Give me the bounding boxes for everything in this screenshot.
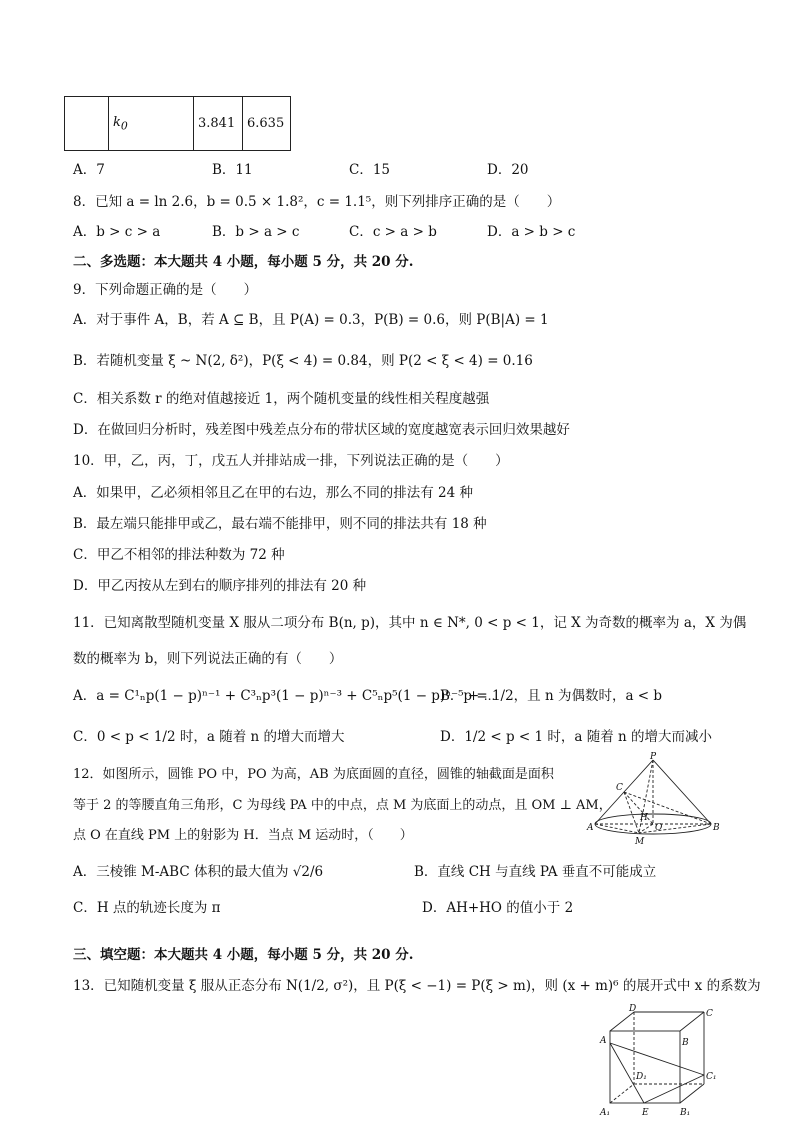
table-cell-6635: 6.635 [243, 97, 291, 151]
cube-label-d: D [629, 1004, 637, 1014]
cone-label-b: B [713, 823, 720, 833]
q11-stem-line1: 11．已知离散型随机变量 X 服从二项分布 B(n, p)，其中 n ∈ N*, 0 < p < 1，记 X 为奇数的概率为 a，X 为偶 [73, 615, 747, 631]
table-cell-k0 [109, 97, 194, 151]
cube-label-c: C [706, 1009, 713, 1019]
table-row [65, 97, 291, 151]
q13-stem: 13．已知随机变量 ξ 服从正态分布 N(1/2, σ²)，且 P(ξ < −1) = P(ξ > m)，则 (x + m)⁶ 的展开式中 x 的系数为 [73, 978, 761, 994]
q10-option-a: A．如果甲，乙必须相邻且乙在甲的右边，那么不同的排法有 24 种 [73, 485, 474, 501]
q9-stem: 9．下列命题正确的是（ ） [73, 282, 258, 298]
q10-stem: 10．甲，乙，丙，丁，戊五人并排站成一排，下列说法正确的是（ ） [73, 453, 509, 469]
k0-sub: 0 [120, 119, 128, 133]
q7-option-b: B．11 [212, 162, 253, 178]
cone-label-o: O [655, 823, 663, 833]
cone-label-m: M [635, 837, 645, 847]
cone-label-h: H [640, 813, 648, 823]
cube-figure [596, 1003, 724, 1120]
cone-figure [585, 752, 735, 852]
section-3-heading: 三、填空题：本大题共 4 小题，每小题 5 分，共 20 分. [73, 947, 414, 963]
k0-label: k [113, 114, 121, 130]
q9-option-c: C．相关系数 r 的绝对值越接近 1，两个随机变量的线性相关程度越强 [73, 391, 490, 407]
q12-option-a: A．三棱锥 M-ABC 体积的最大值为 √2/6 [73, 864, 324, 880]
q10-option-d: D．甲乙丙按从左到右的顺序排列的排法有 20 种 [73, 578, 367, 594]
q8-option-b: B．b > a > c [212, 224, 300, 240]
cube-label-b: B [682, 1038, 689, 1048]
q8-option-c: C．c > a > b [349, 224, 437, 240]
critical-value-table [64, 96, 291, 151]
q12-stem-line1: 12．如图所示，圆锥 PO 中，PO 为高，AB 为底面圆的直径，圆锥的轴截面是面积 [73, 767, 554, 782]
cube-label-c1: C₁ [706, 1072, 717, 1082]
q11-stem-line2: 数的概率为 b，则下列说法正确的有（ ） [73, 651, 343, 667]
q10-option-b: B．最左端只能排甲或乙，最右端不能排甲，则不同的排法共有 18 种 [73, 516, 487, 532]
cone-label-c: C [616, 783, 623, 793]
cone-label-p: P [650, 752, 657, 762]
q9-option-b: B．若随机变量 ξ ~ N(2, δ²)，P(ξ < 4) = 0.84，则 P(2 < ξ < 4) = 0.16 [73, 353, 533, 369]
q12-option-d: D．AH+HO 的值小于 2 [422, 900, 574, 916]
cube-label-a: A [600, 1036, 607, 1046]
cube-label-e: E [642, 1108, 649, 1118]
q7-option-a: A．7 [73, 162, 105, 178]
table-cell-3841: 3.841 [194, 97, 243, 151]
cube-label-b1: B₁ [680, 1108, 691, 1118]
q10-option-c: C．甲乙不相邻的排法种数为 72 种 [73, 547, 285, 563]
cube-label-a1: A₁ [600, 1108, 611, 1118]
q11-option-b: B．p = 1/2，且 n 为偶数时，a < b [440, 688, 663, 704]
q7-option-d: D．20 [487, 162, 529, 178]
q8-stem: 8．已知 a = ln 2.6，b = 0.5 × 1.8²，c = 1.1⁵，则下列排序正确的是（ ） [73, 194, 561, 210]
q9-option-a: A．对于事件 A，B，若 A ⊆ B，且 P(A) = 0.3，P(B) = 0.6，则 P(B|A) = 1 [73, 312, 549, 328]
q12-option-c: C．H 点的轨迹长度为 π [73, 900, 221, 916]
q11-option-c: C．0 < p < 1/2 时，a 随着 n 的增大而增大 [73, 729, 345, 745]
cone-label-a: A [587, 823, 594, 833]
q11-option-d: D．1/2 < p < 1 时，a 随着 n 的增大而减小 [440, 729, 712, 745]
q7-option-c: C．15 [349, 162, 391, 178]
cube-label-d1: D₁ [636, 1072, 647, 1082]
q12-stem-line2: 等于 2 的等腰直角三角形，C 为母线 PA 中的中点，点 M 为底面上的动点，且 OM ⊥ AM， [73, 798, 612, 813]
section-2-heading: 二、多选题：本大题共 4 小题，每小题 5 分，共 20 分. [73, 254, 414, 270]
q12-stem-line3: 点 O 在直线 PM 上的射影为 H．当点 M 运动时，（ ） [73, 828, 413, 843]
q11-option-a: A．a = C¹ₙp(1 − p)ⁿ⁻¹ + C³ₙp³(1 − p)ⁿ⁻³ + C⁵ₙp⁵(1 − p)ⁿ⁻⁵ + ⋯ [73, 688, 496, 704]
q8-option-a: A．b > c > a [73, 224, 161, 240]
table-cell-empty [65, 97, 109, 151]
q8-option-d: D．a > b > c [487, 224, 576, 240]
cube-front-face [610, 1031, 680, 1103]
q9-option-d: D．在做回归分析时，残差图中残差点分布的带状区域的宽度越宽表示回归效果越好 [73, 422, 570, 438]
q12-option-b: B．直线 CH 与直线 PA 垂直不可能成立 [414, 864, 657, 880]
